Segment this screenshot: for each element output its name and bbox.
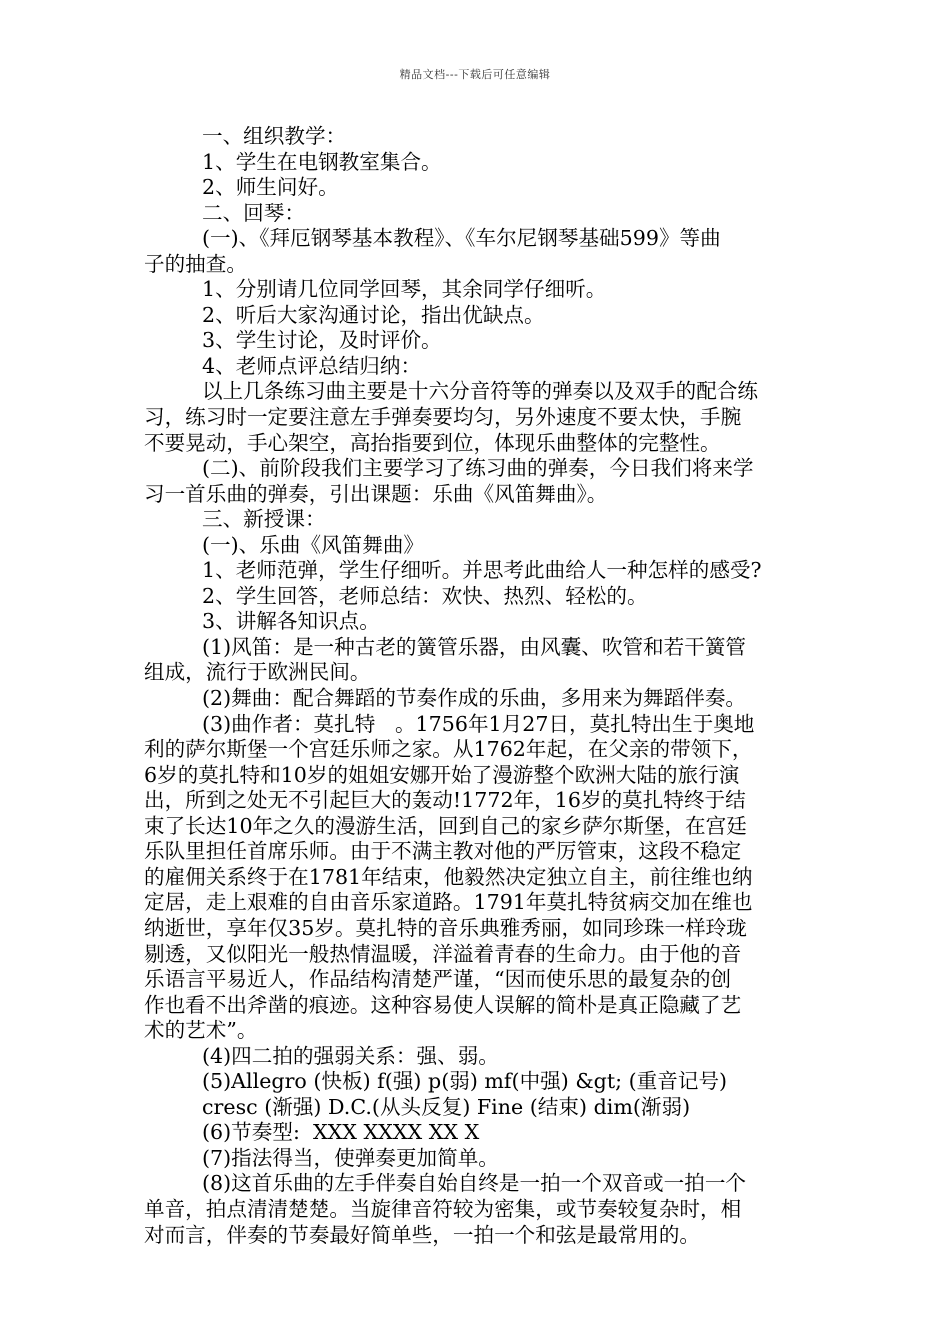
text-line: 的雇佣关系终于在1781年结束，他毅然决定独立自主，前往维也纳	[144, 864, 753, 889]
text-line: 剔透，又似阳光一般热情温暖，洋溢着青春的生命力。由于他的音	[144, 941, 742, 966]
text-line: 术的艺术”。	[144, 1018, 258, 1043]
text-line: 出，所到之处无不引起巨大的轰动!1772年，16岁的莫扎特终于结	[144, 788, 746, 813]
text-line: 乐语言平易近人，作品结构清楚严谨，“因而使乐思的最复杂的创	[144, 967, 732, 992]
text-line: 6岁的莫扎特和10岁的姐姐安娜开始了漫游整个欧洲大陆的旅行演	[144, 762, 740, 787]
text-line: (6)节奏型: XXX XXXX XX X	[202, 1120, 480, 1145]
text-line: (一)、乐曲《风笛舞曲》	[202, 532, 425, 557]
text-line: 3、讲解各知识点。	[202, 609, 380, 634]
page-header: 精品文档---下载后可任意编辑	[399, 68, 551, 81]
text-line: 作也看不出斧凿的痕迹。这种容易使人误解的简朴是真正隐藏了艺	[144, 992, 742, 1017]
text-line: 三、新授课：	[202, 507, 326, 532]
text-line: (2)舞曲：配合舞蹈的节奏作成的乐曲，多用来为舞蹈伴奏。	[202, 686, 747, 711]
text-line: (3)曲作者：莫扎特 。1756年1月27日，莫扎特出生于奥地	[202, 711, 755, 736]
text-line: 子的抽查。	[144, 251, 247, 276]
text-line: 2、学生回答，老师总结：欢快、热烈、轻松的。	[202, 583, 648, 608]
text-line: 对而言，伴奏的节奏最好简单些，一拍一个和弦是最常用的。	[144, 1222, 701, 1247]
text-line: 组成，流行于欧洲民间。	[144, 660, 371, 685]
text-line: (一)、《拜厄钢琴基本教程》、《车尔尼钢琴基础599》等曲	[202, 226, 721, 251]
text-line: 二、回琴：	[202, 200, 305, 225]
text-line: (5)Allegro (快板) f(强) p(弱) mf(中强) &gt; (重音记号)	[202, 1069, 728, 1094]
text-line: 习一首乐曲的弹奏，引出课题：乐曲《风笛舞曲》。	[144, 481, 608, 506]
text-line: 利的萨尔斯堡一个宫廷乐师之家。从1762年起，在父亲的带领下，	[144, 737, 753, 762]
document-body	[144, 124, 812, 1248]
text-line: 单音，拍点清清楚楚。当旋律音符较为密集，或节奏较复杂时，相	[144, 1196, 742, 1221]
text-line: 1、老师范弹，学生仔细听。并思考此曲给人一种怎样的感受?	[202, 558, 762, 583]
text-line: 习，练习时一定要注意左手弹奏要均匀，另外速度不要太快，手腕	[144, 405, 742, 430]
text-line: 束了长达10年之久的漫游生活，回到自己的家乡萨尔斯堡，在宫廷	[144, 813, 747, 838]
text-line: 以上几条练习曲主要是十六分音符等的弹奏以及双手的配合练	[202, 379, 759, 404]
text-line: 1、分别请几位同学回琴，其余同学仔细听。	[202, 277, 607, 302]
text-line: 一、组织教学：	[202, 124, 347, 148]
text-line: 1、学生在电钢教室集合。	[202, 149, 442, 174]
text-line: 2、师生问好。	[202, 175, 339, 200]
text-line: 4、老师点评总结归纳：	[202, 353, 422, 378]
text-line: 定居，走上艰难的自由音乐家道路。1791年莫扎特贫病交加在维也	[144, 890, 753, 915]
text-line: 乐队里担任首席乐师。由于不满主教对他的严厉管束，这段不稳定	[144, 839, 742, 864]
text-line: (7)指法得当，使弹奏更加简单。	[202, 1145, 499, 1170]
text-line: 不要晃动，手心架空，高抬指要到位，体现乐曲整体的完整性。	[144, 430, 721, 455]
text-line: 2、听后大家沟通讨论，指出优缺点。	[202, 302, 545, 327]
text-line: (8)这首乐曲的左手伴奏自始自终是一拍一个双音或一拍一个	[202, 1171, 747, 1196]
text-line: 纳逝世，享年仅35岁。莫扎特的音乐典雅秀丽，如同珍珠一样玲珑	[144, 915, 747, 940]
text-line: (二)、前阶段我们主要学习了练习曲的弹奏，今日我们将来学	[202, 456, 754, 481]
text-line: cresc (渐强) D.C.(从头反复) Fine (结束) dim(渐弱)	[202, 1094, 691, 1119]
text-line: (4)四二拍的强弱关系：强、弱。	[202, 1043, 499, 1068]
text-line: (1)风笛：是一种古老的簧管乐器，由风囊、吹管和若干簧管	[202, 634, 747, 659]
text-line: 3、学生讨论，及时评价。	[202, 328, 442, 353]
